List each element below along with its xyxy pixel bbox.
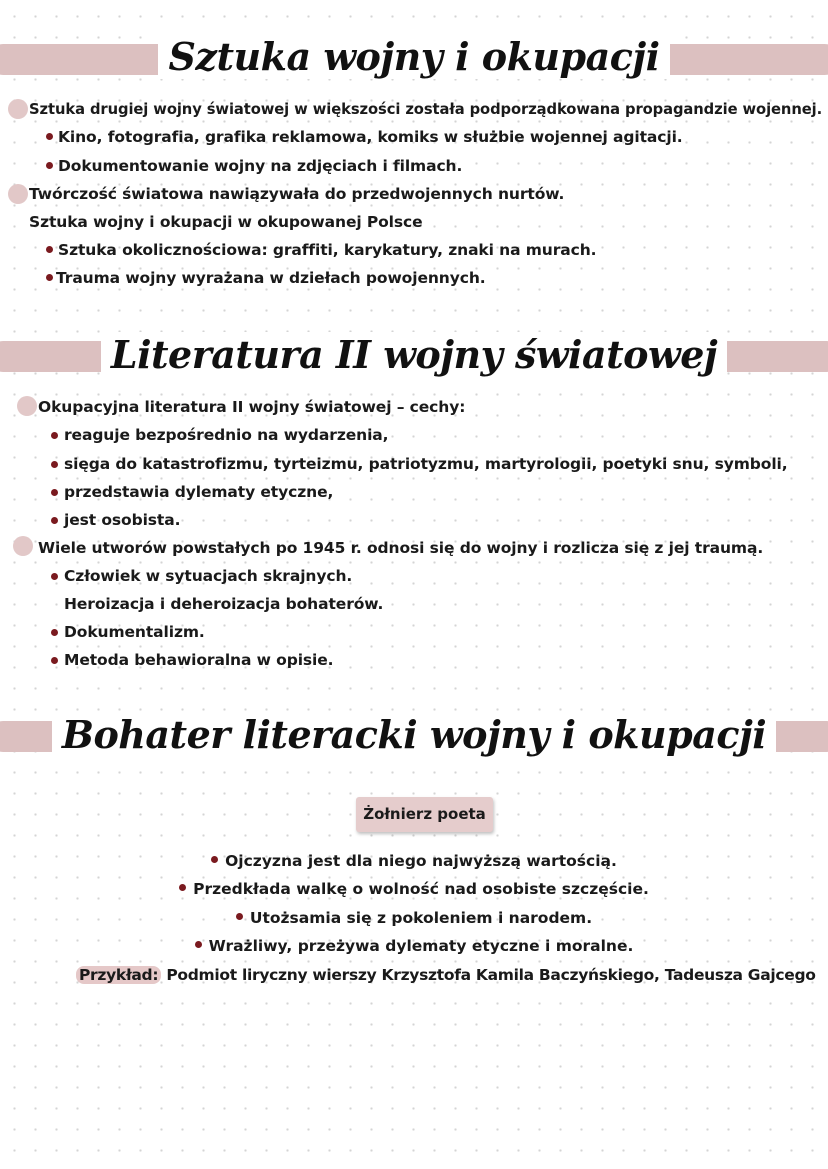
bullet-dot <box>195 941 202 948</box>
list-item: Heroizacja i deheroizacja bohaterów. <box>64 595 384 613</box>
bullet-dot <box>46 246 53 253</box>
example-text: Podmiot liryczny wierszy Krzysztofa Kamila Baczyńskiego, Tadeusza Gajcego <box>161 966 816 984</box>
example-line <box>76 966 816 985</box>
list-item: Wrażliwy, przeżywa dylematy etyczne i moralne. <box>0 937 828 956</box>
list-item: Sztuka okolicznościowa: graffiti, karykatury, znaki na murach. <box>58 241 597 259</box>
section-marker <box>13 536 33 556</box>
bullet-dot <box>51 461 58 468</box>
list-item: Kino, fotografia, grafika reklamowa, komiks w służbie wojennej agitacji. <box>58 128 683 146</box>
bullet-dot <box>51 517 58 524</box>
bullet-dot <box>51 489 58 496</box>
section-heading-1: Sztuka wojny i okupacji <box>0 38 828 76</box>
list-item: Utożsamia się z pokoleniem i narodem. <box>0 909 828 928</box>
section-heading-2: Literatura II wojny światowej <box>0 336 828 374</box>
bullet-dot <box>46 274 53 281</box>
paragraph: Sztuka drugiej wojny światowej w większości została podporządkowana propagandzie wojennej. <box>29 100 823 118</box>
list-item: Dokumentalizm. <box>64 623 205 641</box>
list-item: Ojczyzna jest dla niego najwyższą wartością. <box>0 852 828 871</box>
bullet-dot <box>51 629 58 636</box>
list-item: Trauma wojny wyrażana w dziełach powojennych. <box>56 269 486 287</box>
list-item: Przedkłada walkę o wolność nad osobiste szczęście. <box>0 880 828 899</box>
paragraph: Okupacyjna literatura II wojny światowej – cechy: <box>38 398 466 416</box>
list-item: przedstawia dylematy etyczne, <box>64 483 334 501</box>
bullet-dot <box>179 884 186 891</box>
list-item: reaguje bezpośrednio na wydarzenia, <box>64 426 389 444</box>
bullet-dot <box>51 432 58 439</box>
bullet-dot <box>46 162 53 169</box>
bullet-dot <box>51 657 58 664</box>
bullet-dot <box>236 913 243 920</box>
paragraph: Wiele utworów powstałych po 1945 r. odnosi się do wojny i rozlicza się z jej traumą. <box>38 539 764 557</box>
section-marker <box>8 99 28 119</box>
bullet-dot <box>211 856 218 863</box>
list-item: Człowiek w sytuacjach skrajnych. <box>64 567 353 585</box>
paragraph: Twórczość światowa nawiązywała do przedwojennych nurtów. <box>29 185 565 203</box>
list-item: sięga do katastrofizmu, tyrteizmu, patriotyzmu, martyrologii, poetyki snu, symboli, <box>64 455 788 473</box>
section-marker <box>17 396 37 416</box>
section-marker <box>8 184 28 204</box>
example-label: Przykład: <box>76 966 161 984</box>
list-item: Dokumentowanie wojny na zdjęciach i filmach. <box>58 157 463 175</box>
section-heading-3: Bohater literacki wojny i okupacji <box>0 716 828 754</box>
paragraph: Sztuka wojny i okupacji w okupowanej Polsce <box>29 213 423 231</box>
bullet-dot <box>51 573 58 580</box>
hero-type-label: Żołnierz poeta <box>356 797 493 832</box>
list-item: Metoda behawioralna w opisie. <box>64 651 334 669</box>
list-item: jest osobista. <box>64 511 181 529</box>
bullet-dot <box>46 133 53 140</box>
